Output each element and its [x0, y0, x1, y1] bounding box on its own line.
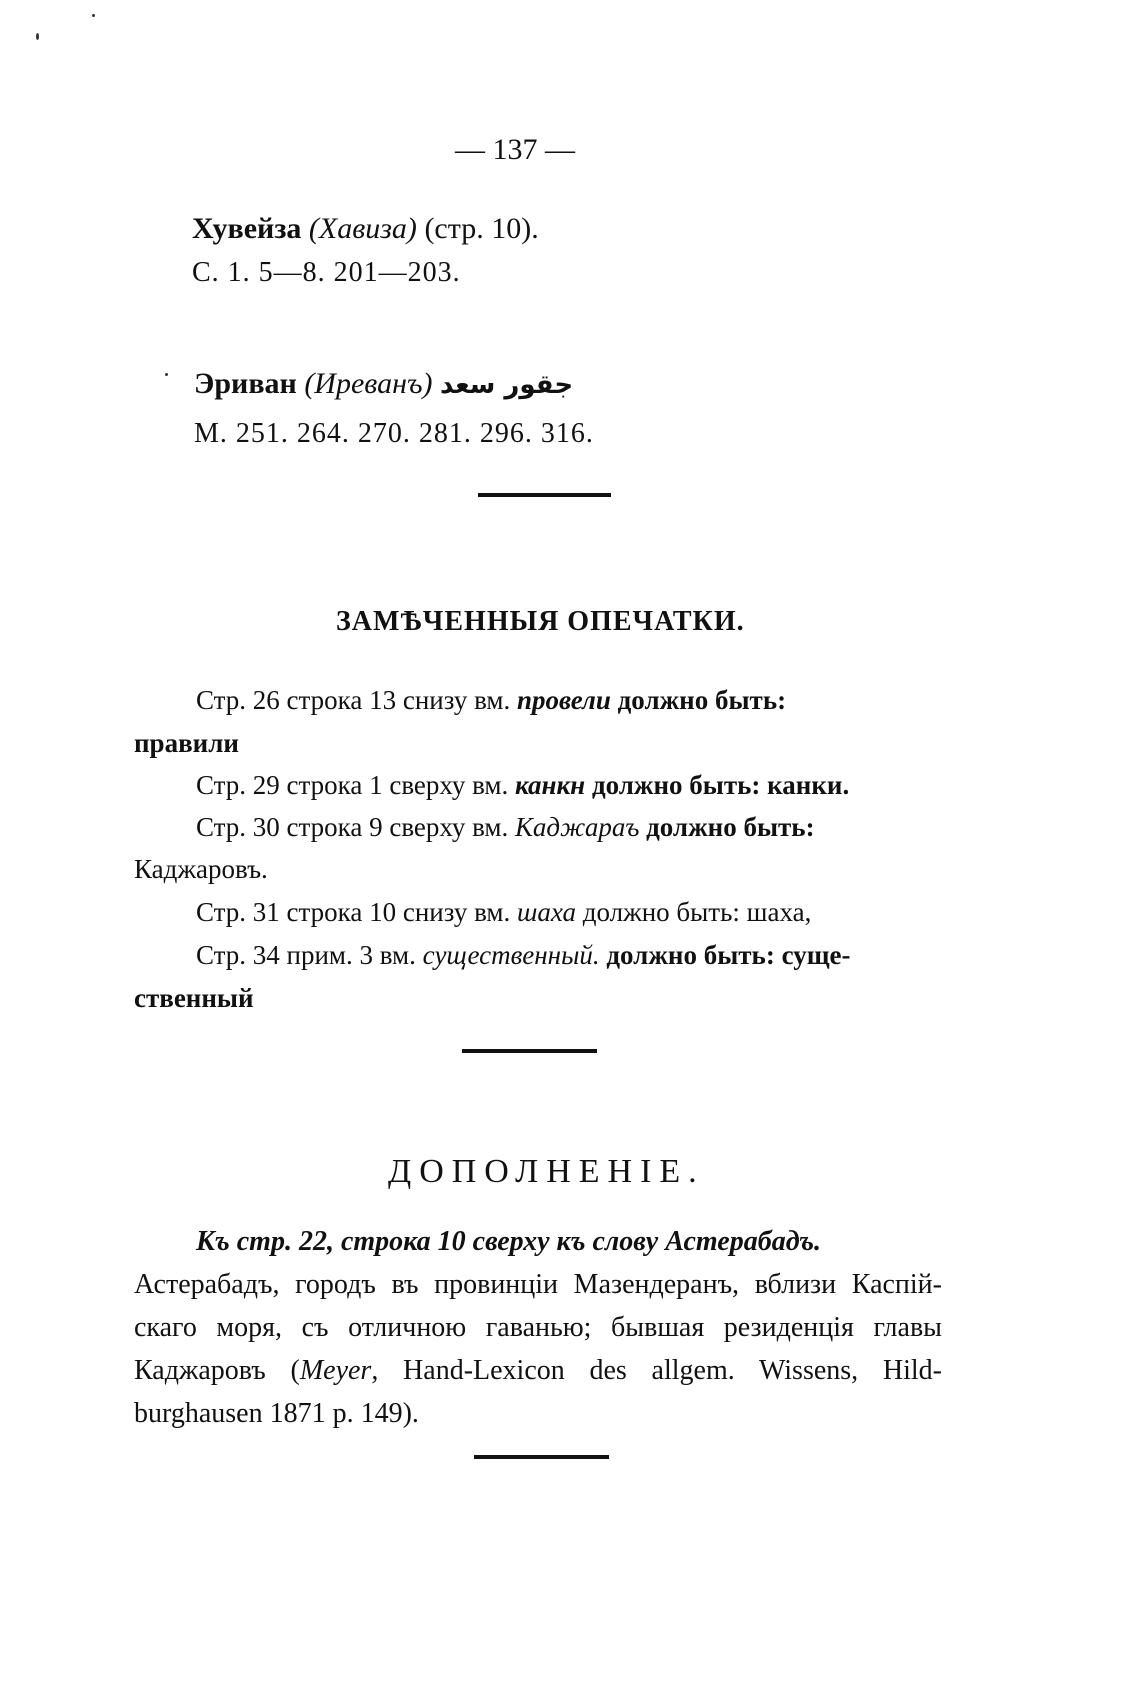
entry-khuveiza-title [192, 212, 539, 246]
entry-reference: (стр. 10). [424, 212, 539, 245]
errata-correction: должно быть: [646, 812, 815, 842]
supplement-heading: ДОПОЛНЕНІЕ. [388, 1153, 705, 1190]
supplement-text-before: Астерабадъ, городъ въ провинціи Мазендеранъ, вблизи Каспій-скаго моря, съ отличною гаванью; бывшая резиденція главы Каджаровъ ( [134, 1269, 942, 1386]
errata-location: Стр. 31 строка 10 снизу вм. [196, 897, 511, 927]
scan-speck [165, 373, 168, 376]
scan-speck [92, 14, 95, 17]
entry-erivan-title [194, 367, 573, 401]
errata-location: Стр. 26 строка 13 снизу вм. [196, 685, 511, 715]
supplement-paragraph [134, 1220, 942, 1435]
errata-heading: ЗАМѢЧЕННЫЯ ОПЕЧАТКИ. [336, 606, 745, 637]
section-divider [478, 493, 611, 497]
errata-location: Стр. 34 прим. 3 вм. [196, 940, 416, 970]
errata-wrong-word: канкн [515, 770, 586, 800]
entry-name: Хувейза [192, 212, 302, 245]
errata-line-continuation: Каджаровъ. [134, 854, 268, 884]
entry-name: Эриван [194, 367, 297, 400]
errata-line [196, 770, 849, 801]
errata-wrong-word: провели [516, 685, 611, 715]
errata-wrong-word: Каджараъ [515, 812, 640, 842]
entry-arabic-name: جقور سعد [440, 370, 574, 400]
entry-alt-name: (Хавиза) [308, 212, 417, 245]
page-number: — 137 — [455, 133, 575, 166]
entry-khuveiza-pages: С. 1. 5—8. 201—203. [192, 257, 461, 288]
errata-wrong-word: шаха [516, 897, 576, 927]
supplement-intro: Къ стр. 22, строка 10 сверху къ слову Астерабадъ. [196, 1226, 821, 1257]
supplement-text-after: , Hand-Lexicon des allgem. Wissens, Hild-burghausen 1871 p. 149). [134, 1355, 942, 1429]
errata-correction: должно быть: суще- [606, 940, 851, 970]
errata-location: Стр. 30 строка 9 сверху вм. [196, 812, 509, 842]
errata-location: Стр. 29 строка 1 сверху вм. [196, 770, 509, 800]
section-divider [462, 1049, 597, 1053]
errata-correction: должно быть: канки. [591, 770, 850, 800]
errata-line-continuation: правили [134, 728, 239, 758]
errata-correction: должно быть: шаха, [582, 897, 812, 927]
errata-wrong-word: существенный. [422, 940, 600, 970]
errata-correction: должно быть: [617, 685, 787, 715]
scan-speck [36, 33, 39, 40]
entry-alt-name: (Иреванъ) [304, 367, 433, 400]
errata-line [196, 685, 786, 716]
section-divider [474, 1455, 609, 1459]
errata-line-continuation: ственный [134, 983, 254, 1013]
errata-line [196, 812, 815, 843]
errata-line [196, 897, 811, 928]
errata-line [196, 940, 850, 971]
supplement-author: Meyer [299, 1355, 372, 1386]
entry-erivan-pages: М. 251. 264. 270. 281. 296. 316. [194, 418, 594, 449]
